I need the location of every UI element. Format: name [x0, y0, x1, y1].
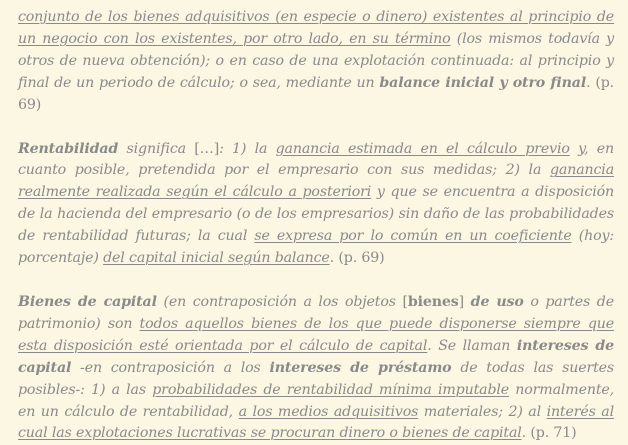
text-run: . (p. 69)	[329, 250, 385, 267]
text-run: a los medios adquisitivos	[238, 403, 419, 420]
text-run: Rentabilidad	[18, 140, 119, 157]
text-run: balance inicial y otro final	[379, 74, 587, 91]
text-run: (hoy: porcentaje)	[18, 228, 614, 267]
text-run: [	[402, 293, 408, 310]
text-run: se expresa por lo común en un coeficiente	[254, 228, 572, 245]
text-run: probabilidades de rentabilidad mínima imputable	[152, 381, 510, 398]
text-run: intereses de capital	[18, 337, 614, 376]
text-run: . Se llaman	[427, 337, 517, 354]
text-run: . (p. 71)	[521, 425, 577, 442]
text-run: y que se encuentra a disposición de la hacienda del empresario (o de los empresarios) sin daño de las probabilidades de rentabilidad futuras; la cual	[18, 184, 614, 245]
text-run: […]	[194, 140, 220, 157]
text-run: de uso	[470, 293, 524, 310]
text-run: : 1) la	[219, 140, 276, 157]
paragraph-rentabilidad	[18, 139, 614, 270]
text-run: interés al cual las explotaciones lucrativas se procuran dinero o bienes de capital	[18, 403, 614, 442]
text-run: ]	[458, 293, 471, 310]
text-run: ganancia estimada en el cálculo previo	[275, 140, 570, 157]
text-run: y, en cuanto posible, pretendida por el empresario con sus medidas; 2) la	[18, 140, 614, 179]
text-run: ganancia realmente realizada según el cálculo a posteriori	[18, 162, 614, 201]
text-run: normalmente, en un cálculo de rentabilidad,	[18, 381, 614, 420]
text-run: significa	[118, 140, 195, 157]
text-run: (en contraposición a los objetos	[156, 293, 403, 310]
paragraph-capital-definition	[18, 7, 614, 117]
text-run: o partes de patrimonio) son	[18, 293, 614, 332]
text-run: de todas las suertes posibles-: 1) a las	[18, 359, 615, 398]
text-run: -en contraposición a los	[71, 359, 270, 376]
text-run: intereses de préstamo	[269, 359, 452, 376]
text-run: del capital inicial según balance	[103, 250, 330, 267]
text-run: bienes	[407, 293, 459, 310]
text-run: . (p. 69)	[18, 74, 614, 113]
text-run: Bienes de capital	[18, 293, 157, 310]
paragraph-bienes-de-capital	[18, 292, 614, 445]
text-run: conjunto de los bienes adquisitivos (en especie o dinero) existentes al principio de un negocio con los existentes, por otro lado, en su término	[18, 9, 614, 47]
text-run: materiales; 2) al	[418, 403, 547, 420]
text-run: todos aquellos bienes de los que puede disponerse siempre que esta disposición esté orientada por el cálculo de capital	[18, 315, 614, 354]
text-run: (los mismos todavía y otros de nueva obtención); o en caso de una explotación continuada: al principio y final de un periodo de cálculo; o sea, mediante un	[18, 30, 614, 91]
